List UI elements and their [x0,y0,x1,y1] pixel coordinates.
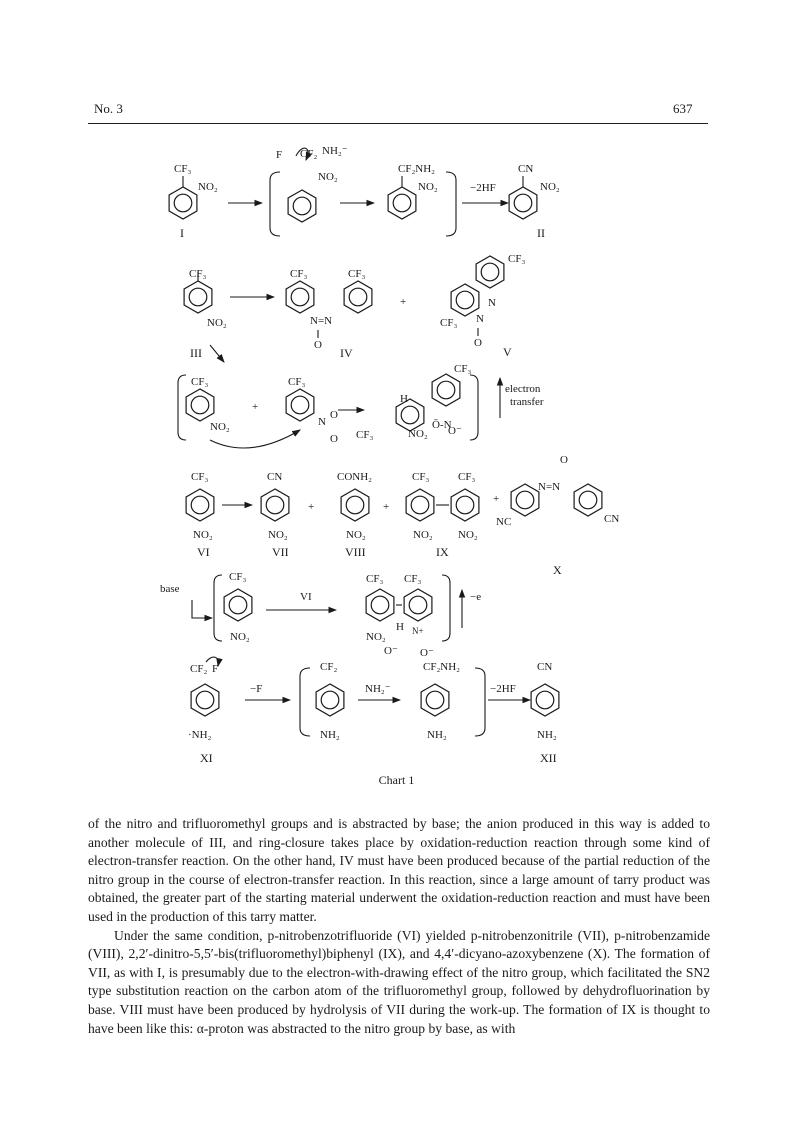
atom-label: NO₂ [193,529,213,541]
atom-label: CF₃ [458,471,476,483]
atom-label: NO₂ [198,181,218,193]
atom-label: NO₂ [207,317,227,329]
chart-caption: Chart 1 [378,773,415,787]
atom-label: + [400,296,407,308]
reagent-vi: VI [300,591,312,603]
aromatic-circle [229,596,247,614]
aromatic-circle [191,396,209,414]
atom-label: O [330,409,338,421]
atom-label: N [318,416,326,428]
aromatic-circle [266,496,284,514]
benzene-ring [404,589,432,621]
atom-label: CF₃ [356,429,374,441]
bracket-left [300,668,310,736]
compound-number-i: I [180,226,184,240]
atom-label: O [330,433,338,445]
atom-label: NO₂ [408,428,428,440]
atom-label: NO₂ [210,421,230,433]
reaction-arrow [192,600,212,618]
page-number: 637 [673,101,693,116]
benzene-ring [511,484,539,516]
bracket-left [214,575,222,641]
benzene-ring [191,684,219,716]
atom-label: O [314,339,322,351]
atom-label: NO₂ [413,529,433,541]
atom-label: CF₂ [190,663,208,675]
body-text [88,815,710,1038]
benzene-ring [366,589,394,621]
atom-label: CF₃ [229,571,247,583]
aromatic-circle [321,691,339,709]
benzene-ring [451,284,479,316]
atom-label: N=N [310,315,333,327]
atom-label: CF₃ [191,471,209,483]
atom-label: NH₂ [427,729,447,741]
bracket-right [446,172,456,236]
atom-label: ·NH₂ [188,729,212,741]
bracket-left [270,172,280,236]
atom-label: NO₂ [268,529,288,541]
electron-transfer-label: transfer [510,396,544,408]
bracket-right [470,375,478,440]
aromatic-circle [514,194,532,212]
atom-label: CN [518,163,534,175]
atom-label: F [212,663,219,675]
atom-label: CF₂ [320,661,338,673]
compound-number-x: X [553,563,562,577]
atom-label: CF₃ [454,363,472,375]
atom-label: F [276,149,283,161]
benzene-ring [186,389,214,421]
aromatic-circle [401,406,419,424]
atom-label: CF₂NH₂ [423,661,461,673]
benzene-ring [509,187,537,219]
benzene-ring [451,489,479,521]
aromatic-circle [516,491,534,509]
atom-label: Ō-N [432,419,452,431]
atom-label: O [560,454,568,466]
aromatic-circle [291,396,309,414]
atom-label: CF₃ [412,471,430,483]
aromatic-circle [456,496,474,514]
benzene-ring [286,389,314,421]
atom-label: CF₃ [348,268,366,280]
atom-label: + [308,501,315,513]
atom-label: + [383,501,390,513]
compound-number-vii: VII [272,545,289,559]
compound-number-viii: VIII [345,545,366,559]
atom-label: NO₂ [540,181,560,193]
atom-label: + [252,401,259,413]
atom-label: + [493,493,500,505]
aromatic-circle [409,596,427,614]
atom-label: H [396,621,404,633]
atom-label: O⁻ [420,647,434,659]
aromatic-circle [411,496,429,514]
minus-electron-label: −e [470,591,482,603]
aromatic-circle [174,194,192,212]
atom-label: −2HF [490,683,516,695]
benzene-ring [286,281,314,313]
atom-label: CF₃ [174,163,192,175]
atom-label: CF₂ [300,148,318,160]
benzene-ring [186,489,214,521]
paragraph-2: Under the same condition, p-nitrobenzotrifluoride (VI) yielded p-nitrobenzonitrile (VII), p-nitrobenzamide (VIII), 2,2′-dinitro-5,5′-bis(trifluoromethyl)biphenyl (IX), and 4,4′-dicyano-azoxybenzene (X). The formation of VII, as with I, is presumably due to the electron-with-drawing effect of the nitro group, which facilitated the SN2 type substitution reaction on the carbon atom of the trifluoromethyl group, followed by dehydrofluorination by base. VIII must have been produced by hydrolysis of VII during the work-up. The formation of IX is thought to have been like this: α-proton was abstracted to the nitro group by base, as with [88,927,710,1036]
journal-issue: No. 3 [94,101,123,116]
benzene-ring [406,489,434,521]
bracket-right [475,668,485,736]
benzene-ring [169,187,197,219]
aromatic-circle [437,381,455,399]
aromatic-circle [393,194,411,212]
atom-label: CF₃ [189,268,207,280]
atom-label: CF₃ [288,376,306,388]
paragraph-1: of the nitro and trifluoromethyl groups and is abstracted by base; the anion produced in this way is added to another molecule of III, and ring-closure takes place by oxidation-reduction reaction through some kind of electron-transfer reaction. On the other hand, IV must have been produced because of the partial reduction of the nitro group in the course of electron-transfer reaction. In this reaction, since a large amount of tarry product was obtained, the greater part of the starting material underwent the oxidation-reduction reaction and must have been used in the production of this tarry matter. [88,816,710,924]
atom-label: N [476,313,484,325]
atom-label: NO₂ [366,631,386,643]
atom-label: CF₃ [366,573,384,585]
benzene-ring [224,589,252,621]
benzene-ring [261,489,289,521]
atom-label: CF₃ [404,573,422,585]
aromatic-circle [371,596,389,614]
atom-label: CN [604,513,620,525]
atom-label: N [488,297,496,309]
atom-label: O⁻ [384,645,398,657]
aromatic-circle [536,691,554,709]
atom-label: NO₂ [318,171,338,183]
bracket-right [442,575,450,641]
atom-label: O [474,337,482,349]
atom-label: O⁻ [448,425,462,437]
compound-number-ii: II [537,226,545,240]
benzene-ring [531,684,559,716]
benzene-ring [421,684,449,716]
compound-number-iv: IV [340,346,353,360]
compound-number-iii: III [190,346,202,360]
atom-label: N=N [538,481,561,493]
atom-label: N+ [412,626,424,636]
atom-label: NO₂ [230,631,250,643]
reaction-arrow [210,345,224,362]
benzene-ring [344,281,372,313]
compound-number-vi: VI [197,545,210,559]
electron-transfer-label: electron [505,383,541,395]
aromatic-circle [579,491,597,509]
atom-label: CF₂NH₂ [398,163,436,175]
atom-label: −F [250,683,263,695]
atom-label: NH₂ [320,729,340,741]
atom-label: NO₂ [346,529,366,541]
atom-label: CF₃ [191,376,209,388]
atom-label: NC [496,516,512,528]
atom-label: CF₃ [290,268,308,280]
aromatic-circle [191,496,209,514]
base-label: base [160,583,180,595]
aromatic-circle [189,288,207,306]
bracket-left [178,375,186,440]
atom-label: NO₂ [418,181,438,193]
benzene-ring [341,489,369,521]
benzene-ring [476,256,504,288]
atom-label: CF₃ [508,253,526,265]
atom-label: −2HF [470,182,496,194]
atom-label: H [400,393,408,405]
aromatic-circle [426,691,444,709]
atom-label: NH₂⁻ [322,145,348,157]
benzene-ring [574,484,602,516]
atom-label: CF₃ [440,317,458,329]
compound-number-v: V [503,345,512,359]
aromatic-circle [293,197,311,215]
atom-label: CN [267,471,283,483]
aromatic-circle [291,288,309,306]
benzene-ring [288,190,316,222]
atom-label: CN [537,661,553,673]
benzene-ring [184,281,212,313]
aromatic-circle [349,288,367,306]
compound-number-xii: XII [540,751,557,765]
atom-label: CONH₂ [337,471,373,483]
compound-number-xi: XI [200,751,213,765]
aromatic-circle [481,263,499,281]
benzene-ring [432,374,460,406]
benzene-ring [388,187,416,219]
aromatic-circle [196,691,214,709]
atom-label: NH₂ [537,729,557,741]
atom-label: NH₂⁻ [365,683,391,695]
compound-number-ix: IX [436,545,449,559]
aromatic-circle [346,496,364,514]
aromatic-circle [456,291,474,309]
atom-label: NO₂ [458,529,478,541]
benzene-ring [316,684,344,716]
